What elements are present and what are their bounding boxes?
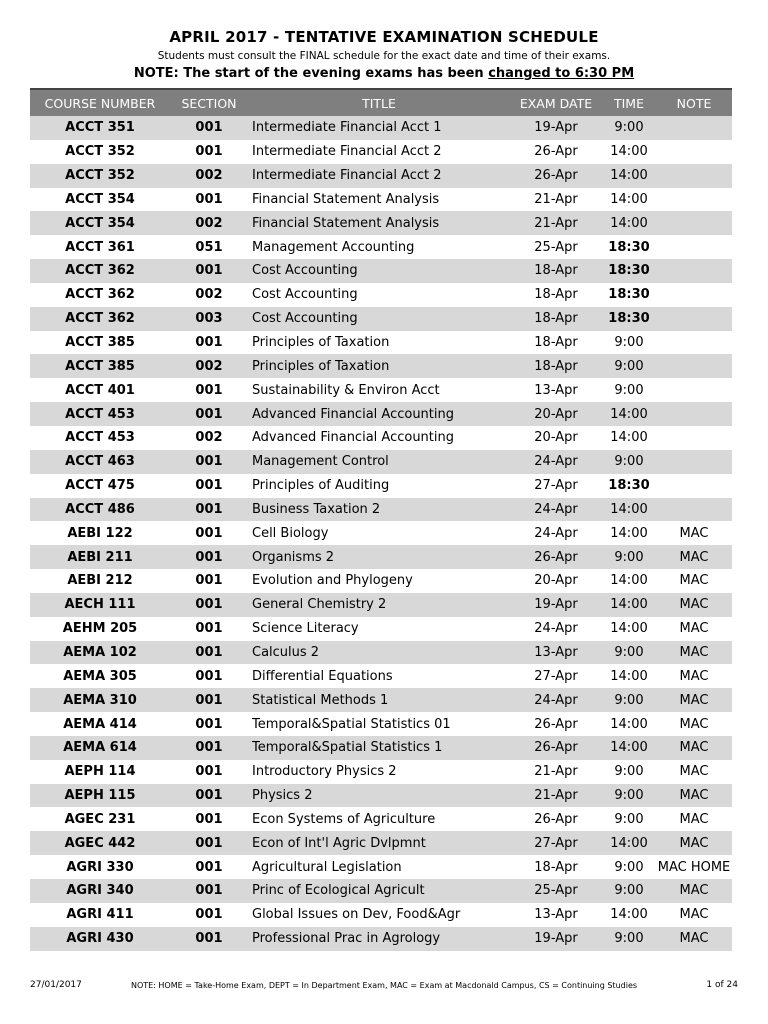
exam-date-cell: 21-Apr [510,211,602,235]
note-cell [656,378,732,402]
course-title-cell: Science Literacy [252,621,359,637]
course-number-cell: ACCT 362 [30,259,170,283]
section-cell: 001 [170,593,248,617]
exam-time-cell: 9:00 [614,335,644,351]
course-title-cell: Professional Prac in Agrology [248,927,510,951]
note-cell: MAC [656,688,732,712]
section-cell: 001 [170,927,248,951]
exam-date-cell: 20-Apr [534,430,578,446]
table-row [30,474,732,498]
course-title-cell: Physics 2 [248,784,510,808]
note-cell [656,402,732,426]
section-cell: 001 [170,688,248,712]
exam-time-cell: 14:00 [602,164,656,188]
course-title-cell: Management Control [248,450,510,474]
table-row [30,569,732,593]
note-cell: MAC [679,525,709,541]
section-cell: 001 [170,259,248,283]
course-title-cell: Intermediate Financial Acct 2 [248,164,510,188]
course-number-cell: ACCT 352 [65,144,135,160]
exam-time-cell: 14:00 [610,621,648,637]
section-cell: 001 [195,811,223,827]
note-cell [656,188,732,212]
exam-time-cell: 18:30 [602,259,656,283]
exam-time-cell: 9:00 [602,879,656,903]
exam-time-cell: 14:00 [602,736,656,760]
evening-exam-note [0,66,768,81]
exam-time-cell: 14:00 [602,593,656,617]
table-row [30,521,732,545]
exam-time-cell: 14:00 [602,498,656,522]
note-cell: MAC [656,784,732,808]
course-number-cell: ACCT 352 [30,164,170,188]
exam-date-cell: 24-Apr [534,621,578,637]
table-row [30,760,732,784]
course-number-cell: ACCT 351 [30,116,170,140]
section-cell: 001 [195,382,223,398]
course-number-cell: ACCT 486 [30,498,170,522]
course-title-cell: Differential Equations [252,668,393,684]
column-header-section: SECTION [170,89,248,116]
exam-time-cell: 14:00 [610,907,648,923]
section-cell: 001 [170,402,248,426]
section-cell: 001 [195,478,223,494]
course-title-cell: Principles of Taxation [248,354,510,378]
note-cell [656,426,732,450]
exam-date-cell: 24-Apr [534,525,578,541]
note-cell: MAC [656,736,732,760]
exam-time-cell: 9:00 [614,811,644,827]
course-number-cell: AEMA 310 [30,688,170,712]
course-title-cell: Introductory Physics 2 [252,764,397,780]
exam-date-cell: 26-Apr [510,736,602,760]
table-row [30,545,732,569]
exam-time-cell: 14:00 [610,191,648,207]
table-row [30,331,732,355]
note-cell: MAC [656,831,732,855]
exam-date-cell: 18-Apr [534,859,578,875]
course-title-cell: Intermediate Financial Acct 2 [252,144,442,160]
course-title-cell: Organisms 2 [248,545,510,569]
course-title-cell: Statistical Methods 1 [248,688,510,712]
course-title-cell: Agricultural Legislation [252,859,402,875]
table-row [30,736,732,760]
table-row [30,378,732,402]
exam-time-cell: 18:30 [608,239,650,255]
note-cell: MAC [679,573,709,589]
exam-time-cell: 9:00 [614,382,644,398]
course-title-cell: Temporal&Spatial Statistics 01 [252,716,451,732]
table-row [30,879,732,903]
section-cell: 001 [195,335,223,351]
course-number-cell: ACCT 453 [30,402,170,426]
course-number-cell: AEPH 114 [64,764,136,780]
section-cell: 051 [195,239,223,255]
section-cell: 001 [195,144,223,160]
table-row [30,307,732,331]
column-header-course-number: COURSE NUMBER [30,89,170,116]
note-cell: MAC [656,879,732,903]
table-row [30,116,732,140]
course-title-cell: Evolution and Phylogeny [252,573,413,589]
course-title-cell: Financial Statement Analysis [248,211,510,235]
course-title-cell: Econ of Int'l Agric Dvlpmnt [248,831,510,855]
section-cell: 001 [195,573,223,589]
course-title-cell: Econ Systems of Agriculture [252,811,436,827]
course-title-cell: General Chemistry 2 [248,593,510,617]
table-row [30,498,732,522]
note-cell [656,211,732,235]
exam-date-cell: 13-Apr [534,382,578,398]
course-number-cell: ACCT 354 [30,211,170,235]
section-cell: 001 [195,764,223,780]
note-cell [656,116,732,140]
course-number-cell: AEMA 102 [30,641,170,665]
course-title-cell: Temporal&Spatial Statistics 1 [248,736,510,760]
course-title-cell: Intermediate Financial Acct 1 [248,116,510,140]
course-number-cell: AGRI 330 [66,859,134,875]
section-cell: 001 [195,668,223,684]
exam-date-cell: 25-Apr [534,239,578,255]
table-row [30,450,732,474]
note-cell [656,354,732,378]
exam-time-cell: 14:00 [610,573,648,589]
table-row [30,617,732,641]
table-row [30,426,732,450]
table-row [30,593,732,617]
section-cell: 001 [170,879,248,903]
exam-date-cell: 20-Apr [510,402,602,426]
exam-date-cell: 26-Apr [534,716,578,732]
course-number-cell: ACCT 362 [65,287,135,303]
exam-time-cell: 9:00 [602,641,656,665]
footer-legend: NOTE: HOME = Take-Home Exam, DEPT = In Department Exam, MAC = Exam at Macdonald Campus, CS = Continuing Studies [130,981,638,990]
course-title-cell: Calculus 2 [248,641,510,665]
section-cell: 001 [170,116,248,140]
course-number-cell: AGEC 231 [64,811,136,827]
table-row [30,927,732,951]
note-cell [656,498,732,522]
exam-date-cell: 18-Apr [534,287,578,303]
course-number-cell: AGRI 340 [30,879,170,903]
exam-date-cell: 24-Apr [510,450,602,474]
note-cell: MAC [656,927,732,951]
exam-date-cell: 21-Apr [534,764,578,780]
exam-date-cell: 24-Apr [510,688,602,712]
note-cell: MAC [679,668,709,684]
note-cell [656,331,732,355]
section-cell: 001 [195,716,223,732]
exam-time-cell: 9:00 [602,927,656,951]
course-title-cell: Princ of Ecological Agricult [248,879,510,903]
course-title-cell: Cost Accounting [248,259,510,283]
exam-date-cell: 18-Apr [534,335,578,351]
note-cell: MAC [679,907,709,923]
section-cell: 001 [170,831,248,855]
exam-date-cell: 26-Apr [510,164,602,188]
exam-date-cell: 26-Apr [534,811,578,827]
exam-time-cell: 14:00 [610,716,648,732]
exam-time-cell: 14:00 [602,402,656,426]
course-title-cell: Principles of Taxation [252,335,390,351]
section-cell: 001 [170,641,248,665]
footer-page-number: 1 of 24 [706,980,738,990]
exam-time-cell: 14:00 [610,430,648,446]
section-cell: 002 [170,354,248,378]
course-title-cell: Cost Accounting [248,307,510,331]
exam-time-cell: 9:00 [602,450,656,474]
section-cell: 001 [195,859,223,875]
table-row [30,235,732,259]
note-cell [656,283,732,307]
table-row [30,211,732,235]
section-cell: 001 [170,545,248,569]
course-title-cell: Cost Accounting [252,287,358,303]
course-number-cell: ACCT 453 [65,430,135,446]
section-cell: 001 [170,450,248,474]
course-title-cell: Sustainability & Environ Acct [252,382,440,398]
note-cell: MAC [656,593,732,617]
exam-date-cell: 19-Apr [510,116,602,140]
exam-date-cell: 25-Apr [510,879,602,903]
note-cell: MAC [656,545,732,569]
table-row [30,140,732,164]
table-row [30,664,732,688]
section-cell: 002 [170,164,248,188]
exam-time-cell: 18:30 [602,307,656,331]
table-row [30,354,732,378]
course-number-cell: AGEC 442 [30,831,170,855]
section-cell: 001 [195,525,223,541]
note-cell [656,235,732,259]
note-cell [656,474,732,498]
course-number-cell: AGRI 430 [30,927,170,951]
exam-date-cell: 18-Apr [510,259,602,283]
note-cell: MAC [656,641,732,665]
exam-date-cell: 27-Apr [534,668,578,684]
section-cell: 001 [170,736,248,760]
section-cell: 001 [195,907,223,923]
table-row [30,164,732,188]
note-cell: MAC [679,716,709,732]
exam-date-cell: 19-Apr [510,593,602,617]
course-number-cell: AEMA 414 [63,716,137,732]
course-title-cell: Business Taxation 2 [248,498,510,522]
exam-time-cell: 9:00 [602,784,656,808]
section-cell: 002 [170,211,248,235]
exam-date-cell: 18-Apr [510,307,602,331]
table-row [30,831,732,855]
note-cell [656,307,732,331]
exam-time-cell: 18:30 [608,287,650,303]
note-cell [656,450,732,474]
section-cell: 002 [195,430,223,446]
exam-time-cell: 14:00 [602,831,656,855]
course-title-cell: Cell Biology [252,525,329,541]
exam-time-cell: 14:00 [602,211,656,235]
exam-time-cell: 14:00 [610,144,648,160]
exam-time-cell: 9:00 [602,354,656,378]
note-cell: MAC [679,621,709,637]
note-cell [656,140,732,164]
exam-time-cell: 9:00 [602,545,656,569]
exam-date-cell: 21-Apr [534,191,578,207]
course-title-cell: Global Issues on Dev, Food&Agr [252,907,461,923]
exam-date-cell: 26-Apr [510,545,602,569]
table-row [30,641,732,665]
course-title-cell: Management Accounting [252,239,415,255]
section-cell: 001 [195,191,223,207]
table-row [30,259,732,283]
column-header-time: TIME [602,89,656,116]
exam-date-cell: 13-Apr [534,907,578,923]
exam-date-cell: 27-Apr [534,478,578,494]
note-prefix: NOTE: The start of the evening exams has been [133,66,489,81]
course-number-cell: ACCT 385 [30,354,170,378]
course-number-cell: AEPH 115 [30,784,170,808]
course-number-cell: AECH 111 [30,593,170,617]
column-header-title: TITLE [248,89,510,116]
table-row [30,903,732,927]
table-row [30,784,732,808]
section-cell: 002 [195,287,223,303]
exam-time-cell: 9:00 [602,116,656,140]
table-row [30,855,732,879]
table-row [30,712,732,736]
course-number-cell: ACCT 475 [65,478,135,494]
exam-date-cell: 24-Apr [510,498,602,522]
course-number-cell: ACCT 385 [65,335,135,351]
table-row [30,402,732,426]
course-number-cell: ACCT 401 [65,382,135,398]
column-header-exam-date: EXAM DATE [510,89,602,116]
page-subtitle: Students must consult the FINAL schedule for the exact date and time of their exams. [157,50,611,62]
note-cell: MAC HOME [657,859,731,875]
course-number-cell: AEMA 305 [63,668,137,684]
exam-date-cell: 13-Apr [510,641,602,665]
course-title-cell: Advanced Financial Accounting [252,430,454,446]
page-title: APRIL 2017 - TENTATIVE EXAMINATION SCHEDULE [169,28,599,46]
course-number-cell: AGRI 411 [66,907,134,923]
course-title-cell: Advanced Financial Accounting [248,402,510,426]
note-cell [656,259,732,283]
section-cell: 001 [170,784,248,808]
exam-date-cell: 27-Apr [510,831,602,855]
section-cell: 001 [195,621,223,637]
table-header-row [30,89,732,116]
column-header-note: NOTE [656,89,732,116]
table-row [30,188,732,212]
course-number-cell: AEHM 205 [62,621,138,637]
exam-date-cell: 19-Apr [510,927,602,951]
course-number-cell: AEBI 212 [67,573,133,589]
exam-schedule-table [30,88,732,951]
exam-time-cell: 14:00 [610,525,648,541]
course-title-cell: Principles of Auditing [252,478,390,494]
note-changed-time: changed to 6:30 PM [488,66,635,81]
exam-date-cell: 18-Apr [510,354,602,378]
note-cell [656,164,732,188]
note-cell: MAC [679,811,709,827]
course-number-cell: AEBI 122 [67,525,133,541]
course-title-cell: Financial Statement Analysis [252,191,440,207]
exam-date-cell: 26-Apr [534,144,578,160]
footer-date: 27/01/2017 [30,980,82,990]
exam-date-cell: 20-Apr [534,573,578,589]
exam-date-cell: 21-Apr [510,784,602,808]
course-number-cell: ACCT 361 [65,239,135,255]
table-row [30,688,732,712]
exam-time-cell: 9:00 [614,764,644,780]
exam-time-cell: 14:00 [610,668,648,684]
course-number-cell: AEMA 614 [30,736,170,760]
course-number-cell: ACCT 463 [30,450,170,474]
course-number-cell: AEBI 211 [30,545,170,569]
table-row [30,807,732,831]
course-number-cell: ACCT 362 [30,307,170,331]
note-cell: MAC [679,764,709,780]
exam-time-cell: 9:00 [614,859,644,875]
exam-time-cell: 9:00 [602,688,656,712]
section-cell: 001 [170,498,248,522]
table-row [30,283,732,307]
course-number-cell: ACCT 354 [65,191,135,207]
exam-time-cell: 18:30 [608,478,650,494]
section-cell: 003 [170,307,248,331]
